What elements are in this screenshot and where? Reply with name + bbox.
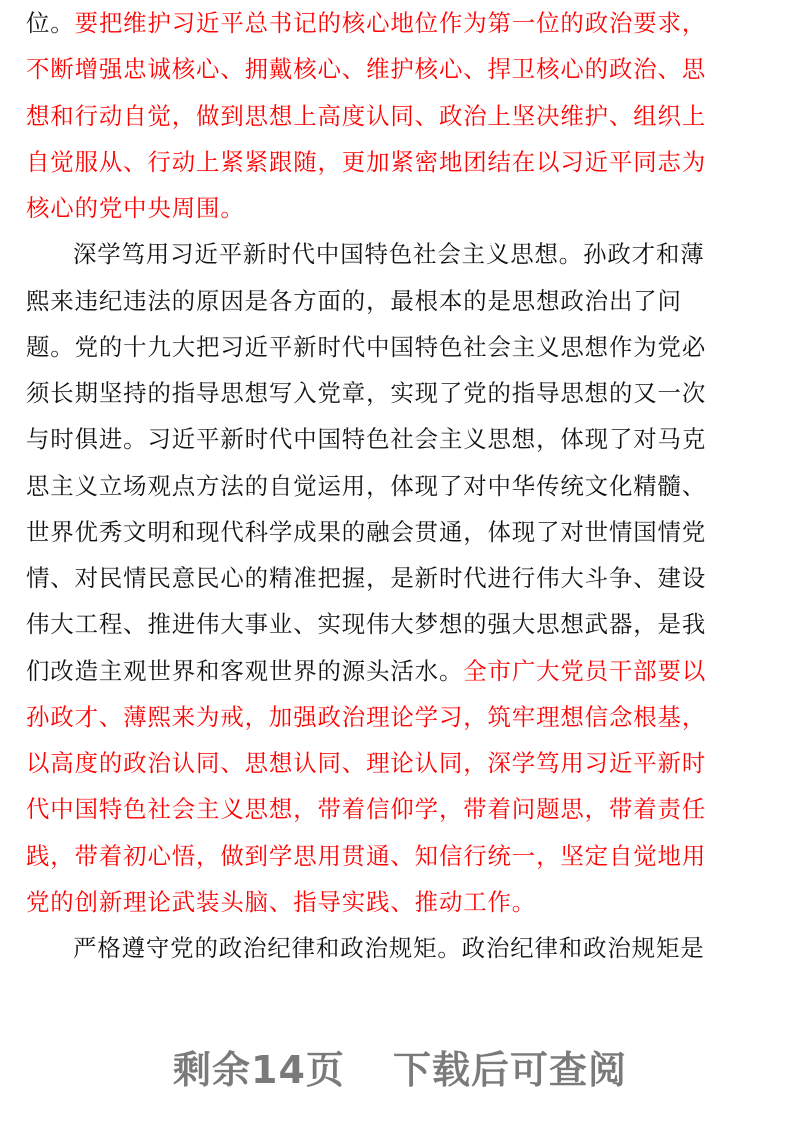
highlighted-text: 核心的党中央周围。 bbox=[26, 194, 245, 222]
text-line bbox=[26, 601, 778, 647]
body-text: 与时俱进。习近平新时代中国特色社会主义思想，体现了对马克 bbox=[26, 425, 707, 454]
body-text: 情、对民情民意民心的精准把握，是新时代进行伟大斗争、建设 bbox=[26, 564, 707, 592]
text-line bbox=[26, 740, 778, 786]
text-line bbox=[26, 416, 778, 462]
body-text: 位。 bbox=[26, 9, 75, 37]
text-line bbox=[26, 463, 778, 509]
text-line bbox=[26, 786, 778, 832]
text-line bbox=[26, 648, 778, 694]
text-line bbox=[26, 231, 778, 277]
body-text: 题。党的十九大把习近平新时代中国特色社会主义思想作为党必 bbox=[26, 332, 707, 361]
preview-footer-banner[interactable] bbox=[0, 1040, 800, 1100]
body-text: 伟大工程、推进伟大事业、实现伟大梦想的强大思想武器，是我 bbox=[26, 610, 707, 639]
highlighted-text: 以高度的政治认同、思想认同、理论认同，深学笃用习近平新时 bbox=[26, 749, 707, 777]
body-text: 们改造主观世界和客观世界的源头活水。 bbox=[26, 656, 464, 685]
highlighted-text: 自觉服从、行动上紧紧跟随，更加紧密地团结在以习近平同志为 bbox=[26, 147, 707, 176]
text-line bbox=[26, 833, 778, 879]
body-text: 须长期坚持的指导思想写入党章，实现了党的指导思想的又一次 bbox=[26, 379, 707, 407]
text-line bbox=[26, 324, 778, 370]
highlighted-text: 不断增强忠诚核心、拥戴核心、维护核心、捍卫核心的政治、思 bbox=[26, 55, 707, 84]
text-line bbox=[26, 509, 778, 555]
text-line bbox=[26, 694, 778, 740]
body-text: 思主义立场观点方法的自觉运用，体现了对中华传统文化精髓、 bbox=[26, 471, 707, 500]
text-line bbox=[26, 185, 778, 231]
highlighted-text: 想和行动自觉，做到思想上高度认同、政治上坚决维护、组织上 bbox=[26, 101, 707, 130]
highlighted-text: 代中国特色社会主义思想，带着信仰学，带着问题思，带着责任 bbox=[26, 795, 707, 824]
highlighted-text: 要把维护习近平总书记的核心地位作为第一位的政治要求， bbox=[74, 9, 707, 37]
body-text: 严格遵守党的政治纪律和政治规矩。政治纪律和政治规矩是 bbox=[73, 934, 705, 962]
remaining-pages-label[interactable]: 剩余14页 bbox=[173, 1048, 345, 1092]
body-text: 深学笃用习近平新时代中国特色社会主义思想。孙政才和薄 bbox=[73, 240, 705, 269]
text-line bbox=[26, 555, 778, 601]
text-line bbox=[26, 139, 778, 185]
text-line bbox=[26, 93, 778, 139]
body-text: 世界优秀文明和现代科学成果的融会贯通，体现了对世情国情党 bbox=[26, 517, 707, 546]
text-line bbox=[26, 925, 778, 971]
download-to-view-label[interactable]: 下载后可查阅 bbox=[392, 1048, 627, 1092]
highlighted-text: 孙政才、薄熙来为戒，加强政治理论学习，筑牢理想信念根基， bbox=[26, 702, 707, 731]
highlighted-text: 践，带着初心悟，做到学思用贯通、知信行统一，坚定自觉地用 bbox=[26, 841, 707, 870]
highlighted-text: 全市广大党员干部要以 bbox=[463, 656, 707, 685]
text-line bbox=[26, 278, 778, 324]
text-line bbox=[26, 879, 778, 925]
text-line bbox=[26, 46, 778, 92]
highlighted-text: 党的创新理论武装头脑、指导实践、推动工作。 bbox=[26, 887, 537, 916]
text-line bbox=[26, 370, 778, 416]
text-line bbox=[26, 0, 778, 46]
body-text: 熙来违纪违法的原因是各方面的，最根本的是思想政治出了问 bbox=[26, 286, 682, 315]
document-body bbox=[26, 0, 778, 971]
